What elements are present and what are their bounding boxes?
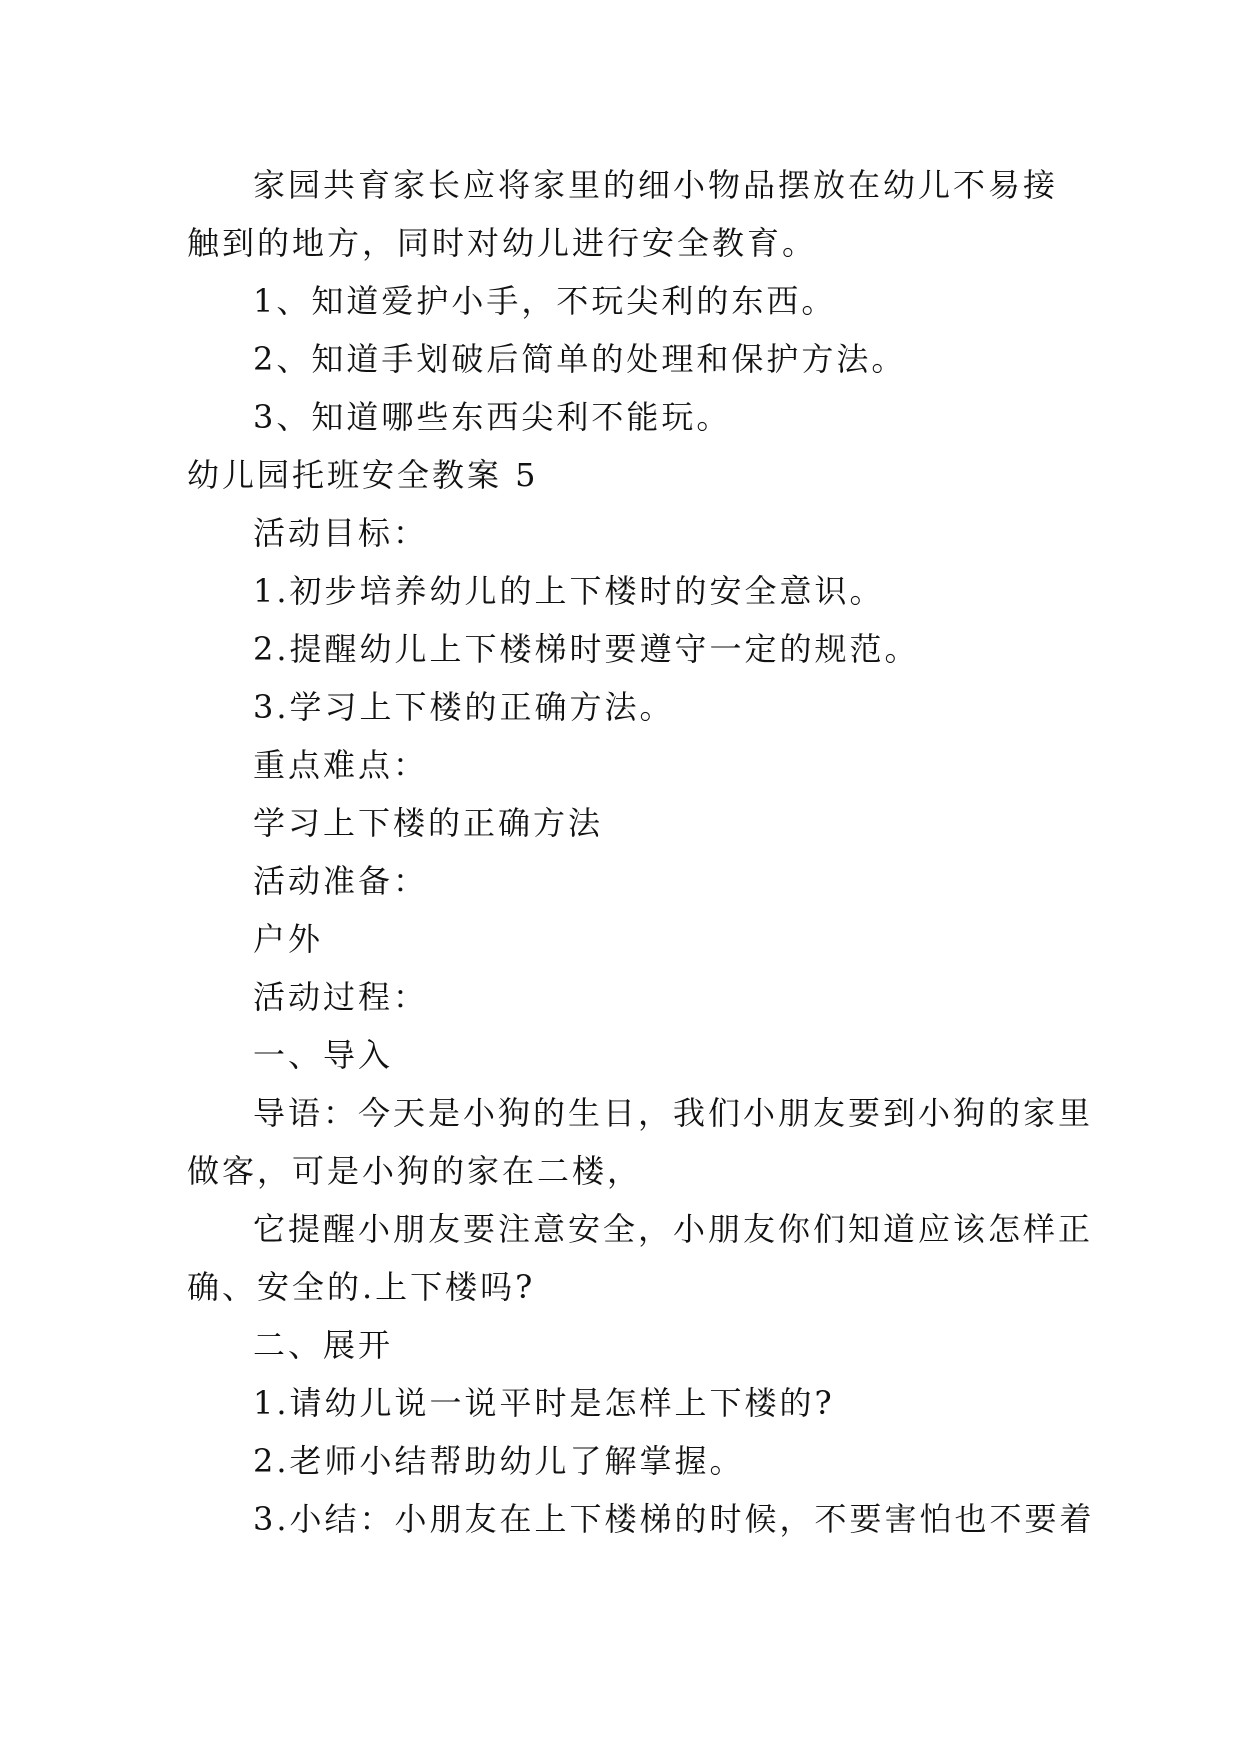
section-heading: 活动准备：	[253, 862, 429, 900]
paragraph-line: 确、安全的.上下楼吗?	[187, 1268, 536, 1306]
paragraph-line: 家园共育家长应将家里的细小物品摆放在幼儿不易接	[253, 166, 1059, 204]
paragraph-line: 学习上下楼的正确方法	[253, 804, 604, 842]
list-item: 1.请幼儿说一说平时是怎样上下楼的?	[253, 1384, 835, 1422]
list-item: 3.学习上下楼的正确方法。	[253, 688, 675, 726]
list-item: 3.小结：小朋友在上下楼梯的时候，不要害怕也不要着	[253, 1500, 1095, 1538]
section-heading: 二、展开	[253, 1326, 394, 1364]
document-body	[187, 156, 1095, 1548]
list-item: 2.提醒幼儿上下楼梯时要遵守一定的规范。	[253, 630, 920, 668]
section-heading: 重点难点：	[253, 746, 429, 784]
section-heading: 一、导入	[253, 1036, 394, 1074]
paragraph-line: 户外	[253, 920, 324, 958]
section-heading: 活动过程：	[253, 978, 429, 1016]
list-item: 2、知道手划破后简单的处理和保护方法。	[253, 340, 907, 378]
section-heading: 活动目标：	[253, 514, 429, 552]
list-item: 1、知道爱护小手，不玩尖利的东西。	[253, 282, 837, 320]
paragraph-line: 触到的地方，同时对幼儿进行安全教育。	[187, 224, 818, 262]
paragraph-line: 做客，可是小狗的家在二楼，	[187, 1152, 643, 1190]
section-title: 幼儿园托班安全教案 5	[187, 456, 539, 494]
list-item: 1.初步培养幼儿的上下楼时的安全意识。	[253, 572, 885, 610]
list-item: 2.老师小结帮助幼儿了解掌握。	[253, 1442, 745, 1480]
list-item: 3、知道哪些东西尖利不能玩。	[253, 398, 732, 436]
paragraph-line: 它提醒小朋友要注意安全，小朋友你们知道应该怎样正	[253, 1210, 1094, 1248]
paragraph-line: 导语：今天是小狗的生日，我们小朋友要到小狗的家里	[253, 1094, 1094, 1132]
